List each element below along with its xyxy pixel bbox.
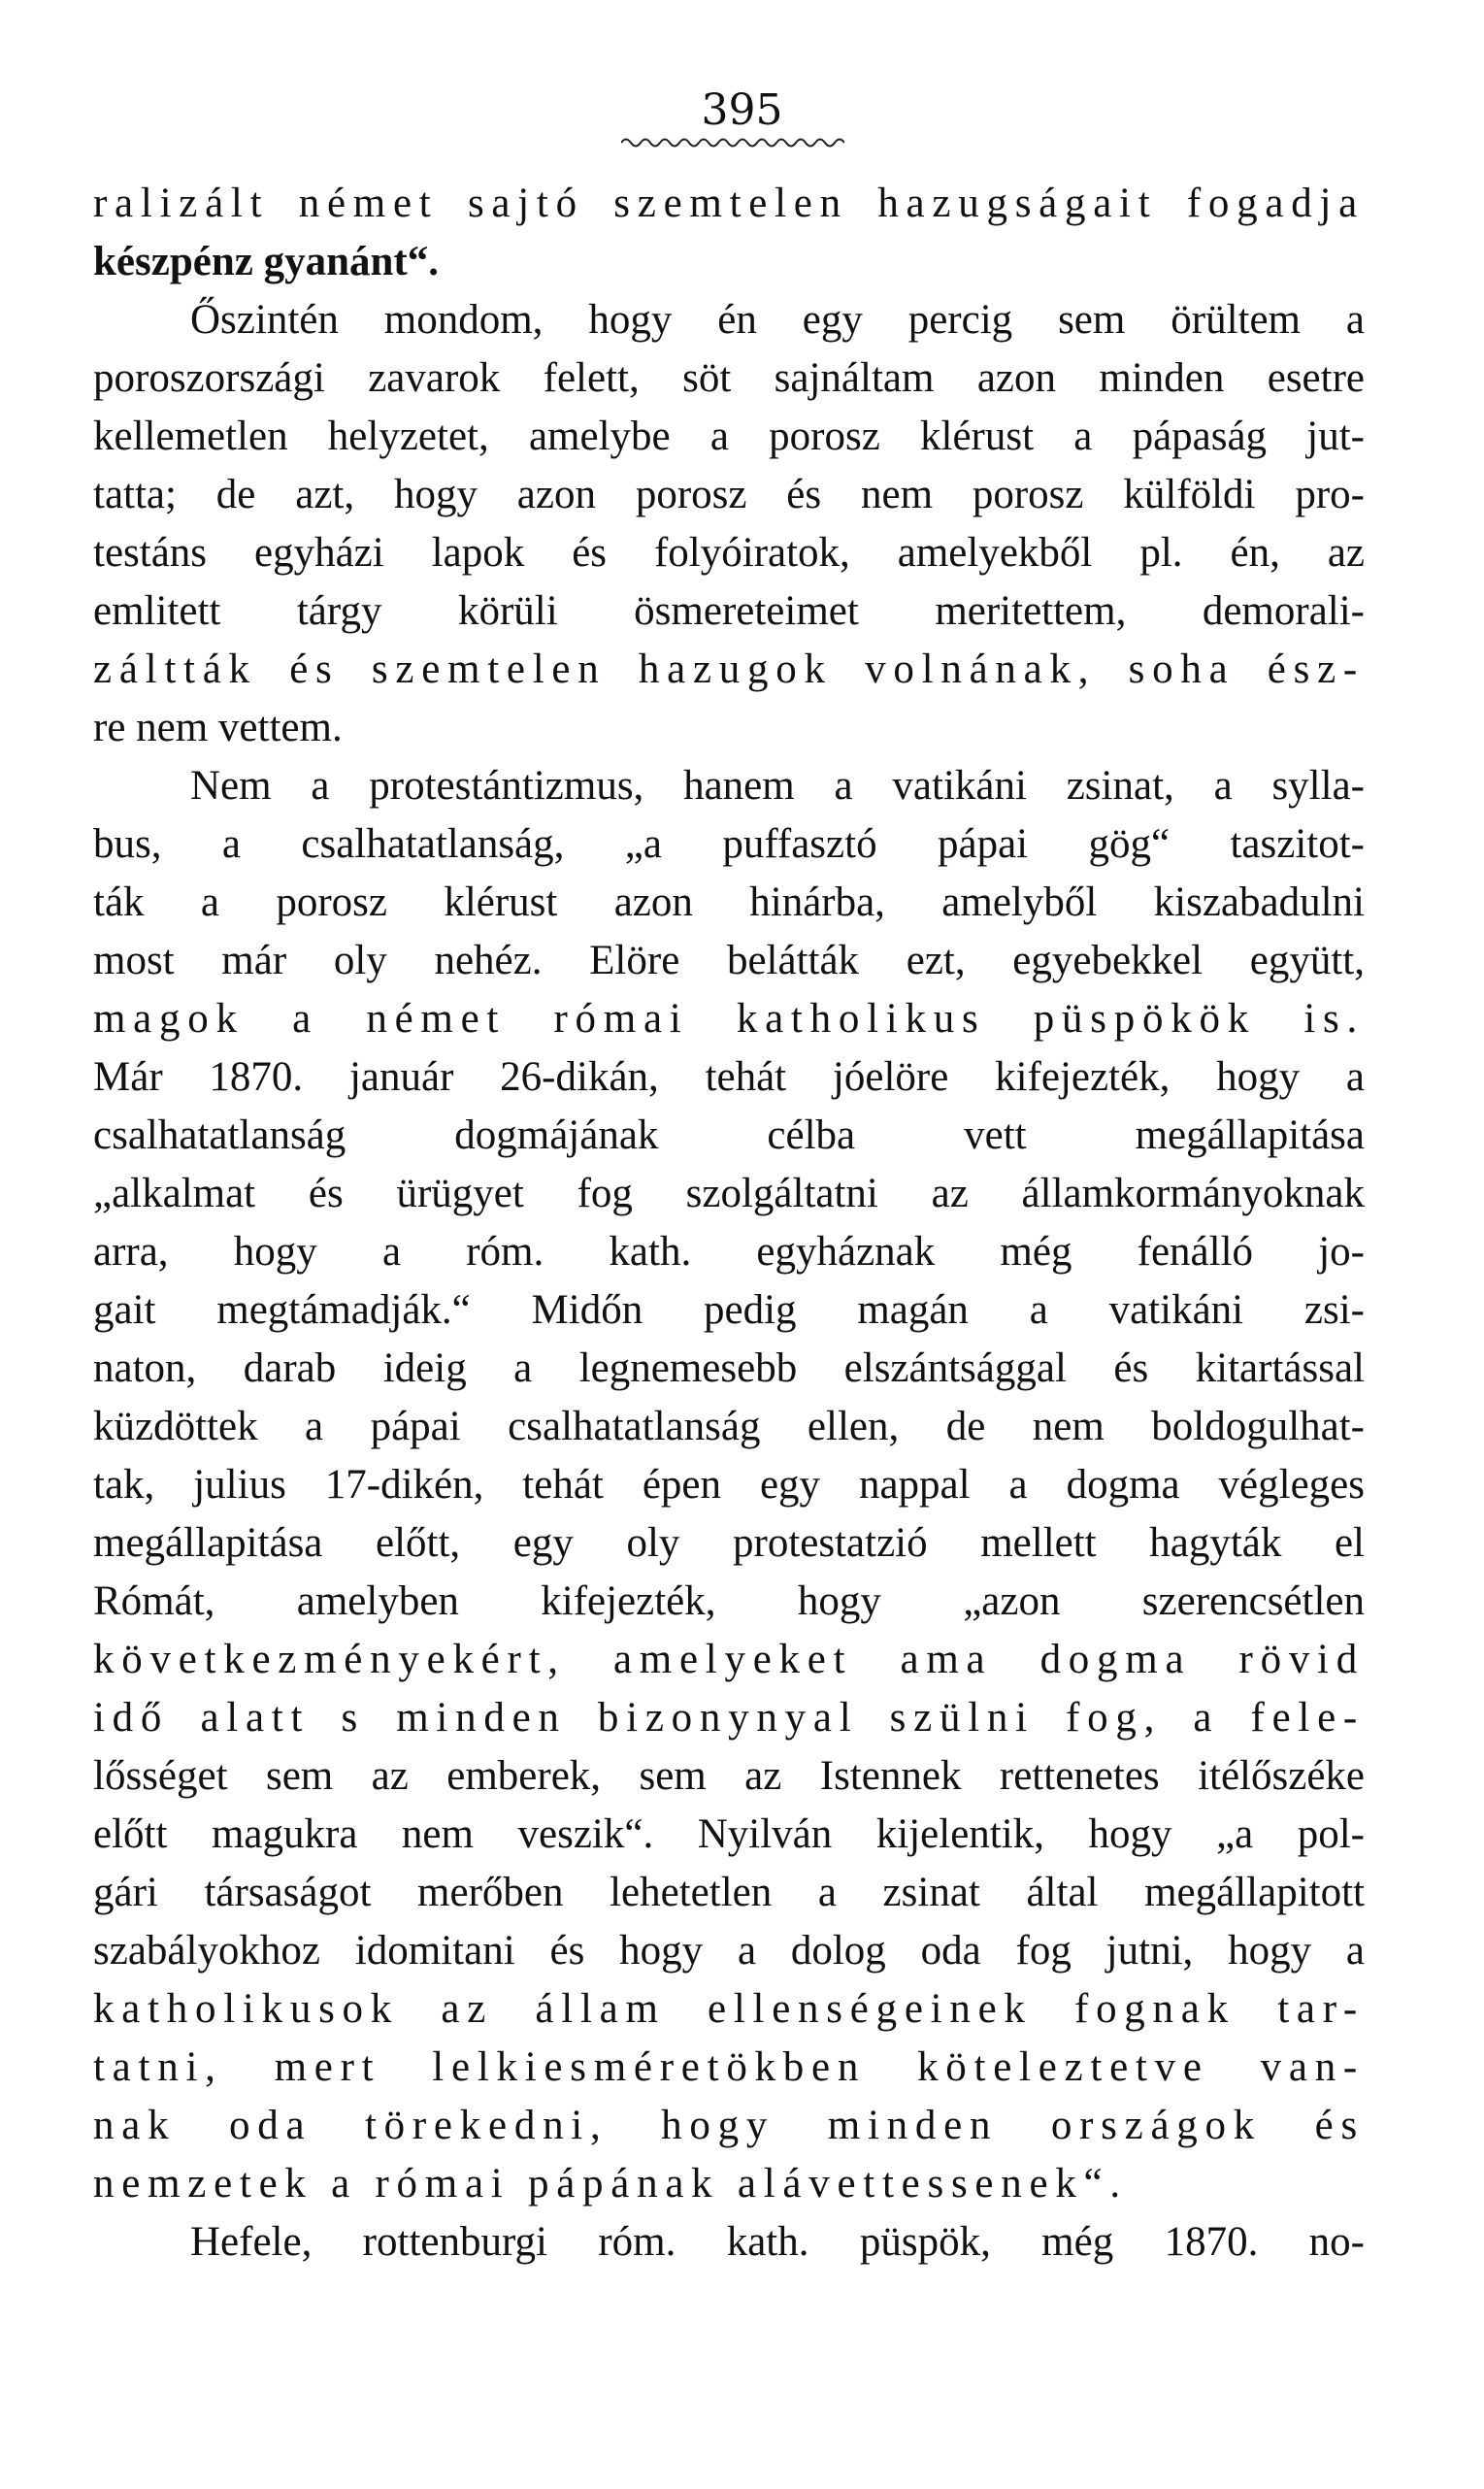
text-line: tatta; de azt, hogy azon porosz és nem porosz külföldi pro- <box>93 472 1365 517</box>
text-line: poroszországi zavarok felett, söt sajnáltam azon minden esetre <box>93 355 1365 401</box>
text-line: ták a porosz klérust azon hinárba, amelyből kiszabadulni <box>93 879 1365 925</box>
text-line: emlitett tárgy körüli ösmereteimet meritettem, demorali- <box>93 588 1365 634</box>
text-line: Nem a protestántizmus, hanem a vatikáni zsinat, a sylla- <box>190 763 1365 809</box>
text-line: most már oly nehéz. Elöre belátták ezt, egyebekkel együtt, <box>93 938 1365 983</box>
text-line: gait megtámadják.“ Midőn pedig magán a vatikáni zsi- <box>93 1287 1365 1333</box>
text-line: re nem vettem. <box>93 705 343 750</box>
text-line: csalhatatlanság dogmájának célba vett megállapitása <box>93 1112 1365 1158</box>
text-line: gári társaságot merőben lehetetlen a zsinat által megállapitott <box>93 1870 1365 1915</box>
text-line: tak, julius 17-dikén, tehát épen egy nappal a dogma végleges <box>93 1462 1365 1508</box>
text-line: katholikusok az állam ellenségeinek fognak tar- <box>93 1986 1365 2032</box>
text-line: előtt magukra nem veszik“. Nyilván kijelentik, hogy „a pol- <box>93 1811 1365 1857</box>
text-line: nemzetek a római pápának alávettessenek“. <box>93 2161 1128 2207</box>
text-line: arra, hogy a róm. kath. egyháznak még fenálló jo- <box>93 1229 1365 1275</box>
text-line: záltták és szemtelen hazugok volnának, soha ész- <box>93 647 1365 692</box>
text-line: ralizált német sajtó szemtelen hazugságait fogadja <box>93 181 1365 226</box>
text-line: naton, darab ideig a legnemesebb elszántsággal és kitartással <box>93 1345 1365 1391</box>
text-line: lősséget sem az emberek, sem az Istennek rettenetes itélőszéke <box>93 1753 1365 1799</box>
body-text <box>93 175 1365 2272</box>
text-line: következményekért, amelyeket ama dogma rövid <box>93 1637 1365 1682</box>
text-line: magok a német római katholikus püspökök is. <box>93 996 1365 1042</box>
text-line: készpénz gyanánt“. <box>93 239 439 284</box>
text-line: nak oda törekedni, hogy minden országok és <box>93 2103 1365 2148</box>
text-line: Hefele, rottenburgi róm. kath. püspök, még 1870. no- <box>190 2219 1365 2265</box>
text-line: Már 1870. január 26-dikán, tehát jóelöre kifejezték, hogy a <box>93 1054 1365 1100</box>
text-line: testáns egyházi lapok és folyóiratok, amelyekből pl. én, az <box>93 530 1365 576</box>
text-line: kellemetlen helyzetet, amelybe a porosz klérust a pápaság jut- <box>93 414 1365 459</box>
text-line: Őszintén mondom, hogy én egy percig sem örültem a <box>190 297 1365 343</box>
text-line: küzdöttek a pápai csalhatatlanság ellen, de nem boldogulhat- <box>93 1404 1365 1449</box>
text-line: megállapitása előtt, egy oly protestatzió mellett hagyták el <box>93 1520 1365 1566</box>
text-line: szabályokhoz idomitani és hogy a dolog oda fog jutni, hogy a <box>93 1928 1365 1974</box>
page-number: 395 <box>701 85 783 135</box>
page-number-ornament <box>621 136 844 149</box>
text-line: „alkalmat és ürügyet fog szolgáltatni az államkormányoknak <box>93 1171 1365 1216</box>
text-line: Rómát, amelyben kifejezték, hogy „azon szerencsétlen <box>93 1578 1365 1624</box>
text-line: idő alatt s minden bizonynyal szülni fog, a fele- <box>93 1695 1365 1741</box>
text-line: bus, a csalhatatlanság, „a puffasztó pápai gög“ taszitot- <box>93 821 1365 867</box>
text-line: tatni, mert lelkiesméretökben köteleztetve van- <box>93 2044 1365 2090</box>
